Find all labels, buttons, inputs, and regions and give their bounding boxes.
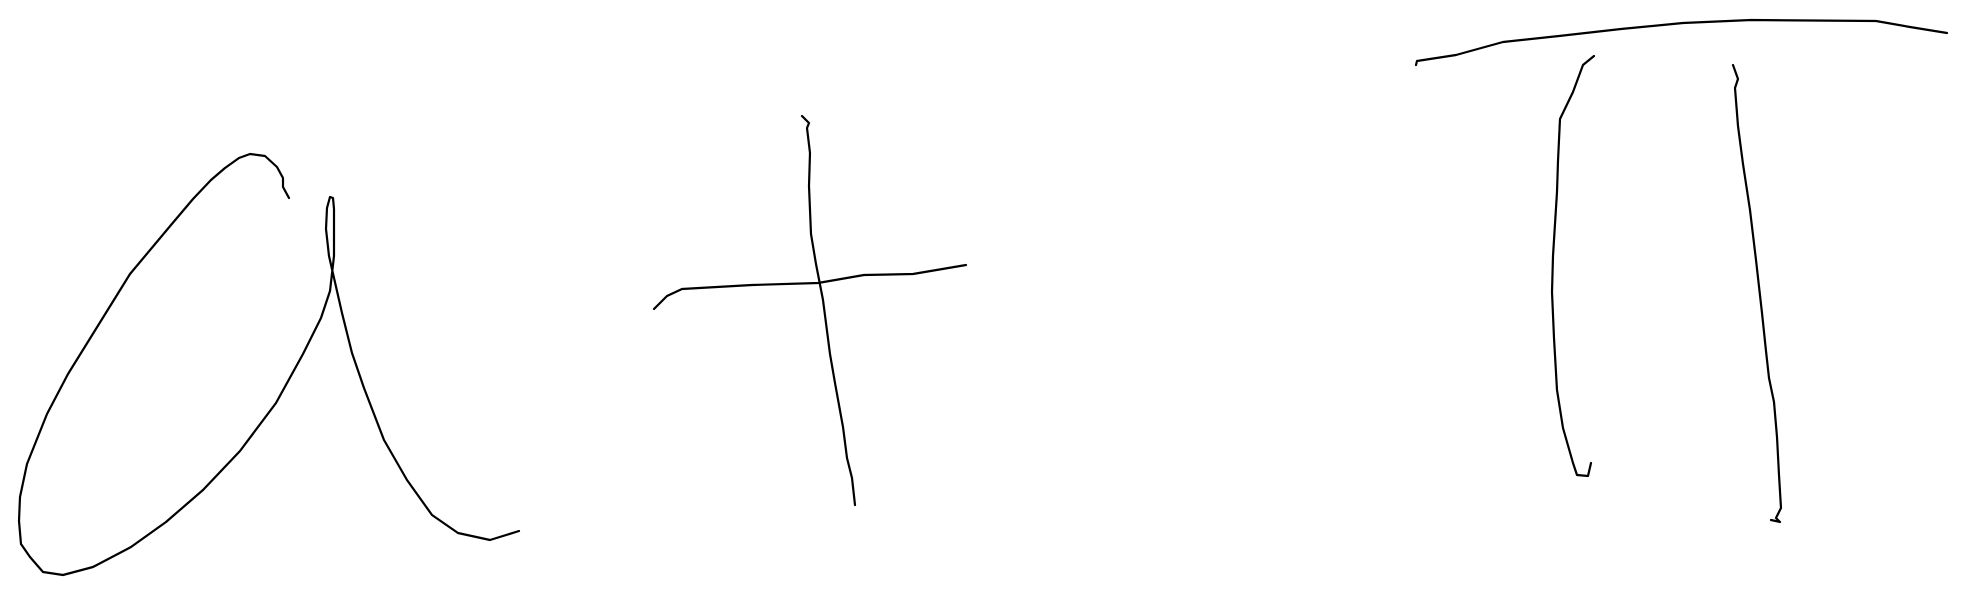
plus-vertical-stroke <box>802 116 855 505</box>
plus-symbol <box>654 116 966 505</box>
pi-symbol <box>1416 20 1947 522</box>
pi-left-leg-stroke <box>1552 56 1594 476</box>
pi-right-leg-stroke <box>1733 65 1781 522</box>
pi-top-bar-stroke <box>1416 20 1947 65</box>
plus-horizontal-stroke <box>654 265 966 309</box>
alpha-stroke <box>19 154 519 575</box>
alpha-symbol <box>19 154 519 575</box>
